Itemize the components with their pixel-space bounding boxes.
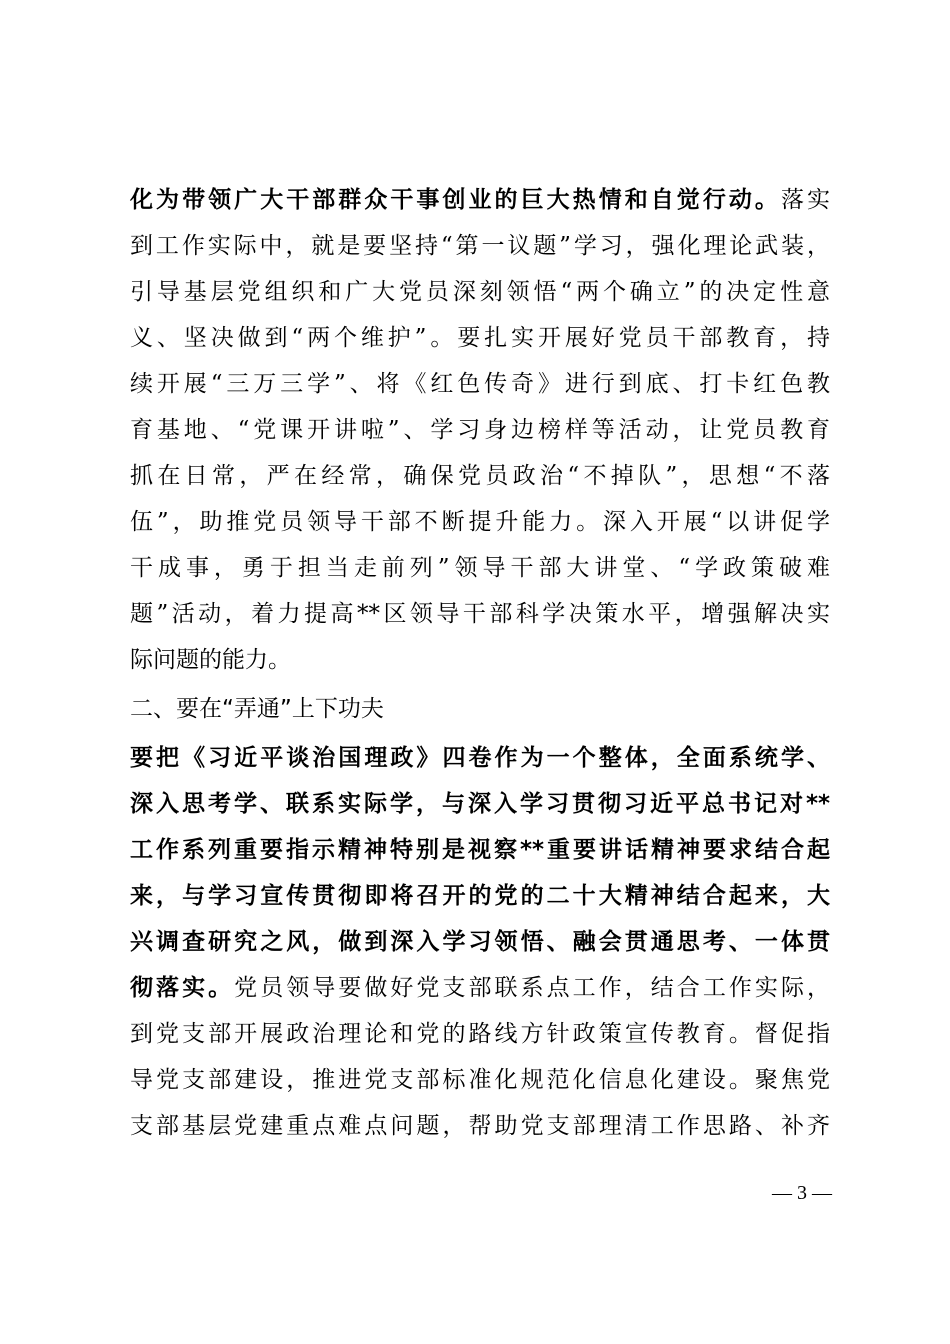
- paragraph-line: [130, 638, 830, 682]
- bold-text: 彻落实。: [130, 975, 235, 1001]
- paragraph-line: [130, 966, 830, 1010]
- bold-text: 来，与学习宣传贯彻即将召开的党的二十大精神结合起来，大: [130, 883, 830, 909]
- body-text: 到党支部开展政治理论和党的路线方针政策宣传教育。督促指: [130, 1021, 830, 1047]
- page-number: — 3 —: [772, 1182, 832, 1204]
- bold-text: 工作系列重要指示精神特别是视察**重要讲话精神要求结合起: [130, 837, 830, 863]
- section-heading: 二、要在“弄通”上下功夫: [130, 696, 384, 722]
- body-text: 引导基层党组织和广大党员深刻领悟“两个确立”的决定性意: [130, 279, 830, 305]
- paragraph-line: [130, 920, 830, 964]
- paragraph-line: [130, 224, 830, 268]
- paragraph-line: [130, 1012, 830, 1056]
- paragraph-line: [130, 178, 830, 222]
- paragraph-line: [130, 736, 830, 780]
- paragraph-line: [130, 1104, 830, 1148]
- paragraph-line: [130, 592, 830, 636]
- paragraph-line: [130, 828, 830, 872]
- body-text: 党员领导要做好党支部联系点工作，结合工作实际，: [234, 975, 831, 1001]
- bold-text: 兴调查研究之风，做到深入学习领悟、融会贯通思考、一体贯: [130, 929, 830, 955]
- paragraph-line: [130, 454, 830, 498]
- paragraph-line: [130, 316, 830, 360]
- body-text: 际问题的能力。: [130, 647, 291, 673]
- paragraph-line: [130, 874, 830, 918]
- paragraph-line: [130, 362, 830, 406]
- body-text: 续开展“三万三学”、将《红色传奇》进行到底、打卡红色教: [130, 371, 830, 397]
- body-text: 支部基层党建重点难点问题，帮助党支部理清工作思路、补齐: [130, 1113, 830, 1139]
- body-text: 育基地、“党课开讲啦”、学习身边榜样等活动，让党员教育: [130, 417, 830, 443]
- paragraph-line: [130, 500, 830, 544]
- bold-text: 化为带领广大干部群众干事创业的巨大热情和自觉行动。: [130, 187, 781, 213]
- bold-text: 要把《习近平谈治国理政》四卷作为一个整体，全面系统学、: [130, 745, 830, 771]
- body-text: 落实: [780, 187, 831, 213]
- paragraph-line: [130, 782, 830, 826]
- bold-text: 深入思考学、联系实际学，与深入学习贯彻习近平总书记对**: [130, 791, 830, 817]
- paragraph-line: [130, 270, 830, 314]
- body-text: 到工作实际中，就是要坚持“第一议题”学习，强化理论武装，: [130, 233, 830, 259]
- paragraph-line: [130, 1058, 830, 1102]
- body-text: 题”活动，着力提高**区领导干部科学决策水平，增强解决实: [130, 601, 830, 627]
- body-text: 义、坚决做到“两个维护”。要扎实开展好党员干部教育，持: [130, 325, 830, 351]
- paragraph-line: [130, 408, 830, 452]
- body-text: 干成事，勇于担当走前列”领导干部大讲堂、“学政策破难: [130, 555, 830, 581]
- body-text: 导党支部建设，推进党支部标准化规范化信息化建设。聚焦党: [130, 1067, 830, 1093]
- paragraph-line: [130, 546, 830, 590]
- body-text: 抓在日常，严在经常，确保党员政治“不掉队”，思想“不落: [130, 463, 830, 489]
- body-text: 伍”，助推党员领导干部不断提升能力。深入开展“以讲促学: [130, 509, 830, 535]
